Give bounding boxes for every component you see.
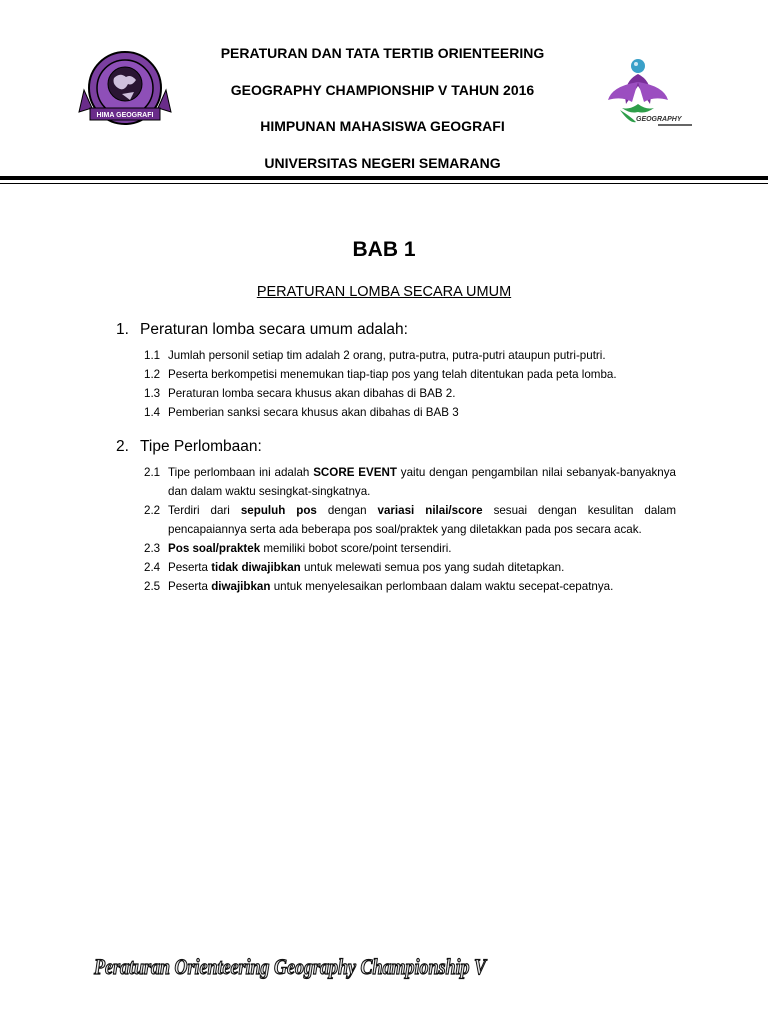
section-heading bbox=[116, 320, 676, 346]
section-number: 2. bbox=[116, 438, 129, 455]
hima-geografi-logo bbox=[78, 50, 172, 130]
item-number: 1.1 bbox=[144, 349, 161, 362]
item-text bbox=[168, 558, 676, 577]
item-number: 2.4 bbox=[144, 561, 161, 574]
item-text: Peraturan lomba secara khusus akan dibahas di BAB 2. bbox=[168, 387, 456, 400]
header-line-1: PERATURAN DAN TATA TERTIB ORIENTEERING bbox=[220, 45, 545, 61]
item-text-part: memiliki bobot score/point tersendiri. bbox=[260, 542, 452, 555]
item-text-part: Peserta bbox=[168, 580, 212, 593]
left-logo-text: HIMA GEOGRAFI bbox=[96, 112, 154, 119]
list-item bbox=[144, 577, 676, 596]
item-text-part: Tipe perlombaan ini adalah bbox=[168, 466, 314, 479]
section-heading-text: Peraturan lomba secara umum adalah: bbox=[140, 321, 408, 338]
item-number: 2.5 bbox=[144, 580, 161, 593]
list-item bbox=[144, 365, 676, 384]
list-item bbox=[144, 463, 676, 501]
item-number: 1.3 bbox=[144, 387, 161, 400]
section-heading-text: Tipe Perlombaan: bbox=[140, 438, 262, 455]
right-logo-text: GEOGRAPHY bbox=[636, 116, 682, 123]
item-text-bold: SCORE EVENT bbox=[313, 466, 397, 479]
document-header bbox=[0, 0, 768, 185]
chapter-title: BAB 1 bbox=[352, 238, 416, 261]
item-text: Jumlah personil setiap tim adalah 2 orang, putra-putra, putra-putri ataupun putri-putri. bbox=[168, 349, 606, 362]
list-item bbox=[144, 501, 676, 539]
header-line-2: GEOGRAPHY CHAMPIONSHIP V TAHUN 2016 bbox=[230, 81, 535, 98]
item-number: 1.4 bbox=[144, 406, 161, 419]
item-number: 2.3 bbox=[144, 542, 161, 555]
chapter-subtitle-text: PERATURAN LOMBA SECARA UMUM bbox=[256, 284, 512, 300]
item-text-part: untuk menyelesaikan perlombaan dalam waktu secepat-cepatnya. bbox=[270, 580, 614, 593]
section-1 bbox=[116, 320, 676, 422]
item-text bbox=[168, 501, 676, 539]
list-item bbox=[144, 539, 676, 558]
item-text-part: Peserta bbox=[168, 561, 212, 574]
list-item bbox=[144, 346, 676, 365]
item-text bbox=[168, 577, 676, 596]
item-text-bold: Pos soal/praktek bbox=[168, 542, 261, 555]
item-number: 2.2 bbox=[144, 504, 161, 517]
item-text bbox=[168, 463, 676, 501]
item-text-part: untuk melewati semua pos yang sudah ditetapkan. bbox=[300, 561, 565, 574]
list-item bbox=[144, 384, 676, 403]
header-title-block bbox=[190, 40, 575, 186]
geography-championship-logo bbox=[600, 52, 708, 134]
item-text-bold: diwajibkan bbox=[211, 580, 271, 593]
footer bbox=[92, 946, 592, 986]
item-text-part: dengan bbox=[316, 504, 378, 517]
header-line-4: UNIVERSITAS NEGERI SEMARANG bbox=[264, 154, 501, 171]
section-number: 1. bbox=[116, 321, 129, 338]
item-text-bold: sepuluh pos bbox=[240, 504, 317, 517]
item-text-part: sesuai dengan kesulitan dalam pencapaiannya serta ada beberapa pos soal/praktek yang diletakkan pada pos secara acak. bbox=[168, 504, 677, 536]
item-text bbox=[168, 539, 676, 558]
item-text-part: yaitu dengan pengambilan nilai sebanyak-banyaknya dan dalam waktu sesingkat-singkatnya. bbox=[168, 466, 676, 498]
item-text-bold: tidak diwajibkan bbox=[211, 561, 301, 574]
header-line-3: HIMPUNAN MAHASISWA GEOGRAFI bbox=[260, 118, 505, 134]
item-text: Pemberian sanksi secara khusus akan dibahas di BAB 3 bbox=[168, 406, 459, 419]
section-heading bbox=[116, 437, 676, 463]
header-rule-thin bbox=[0, 183, 768, 184]
chapter-subtitle bbox=[0, 284, 768, 300]
item-text: Peserta berkompetisi menemukan tiap-tiap pos yang telah ditentukan pada peta lomba. bbox=[168, 368, 617, 381]
item-text-bold: variasi nilai/score bbox=[377, 504, 483, 517]
list-item bbox=[144, 403, 676, 422]
list-item bbox=[144, 558, 676, 577]
item-number: 1.2 bbox=[144, 368, 161, 381]
item-text-part: Terdiri dari bbox=[168, 504, 241, 517]
section-2 bbox=[116, 437, 676, 596]
header-rule-thick bbox=[0, 176, 768, 180]
item-number: 2.1 bbox=[144, 466, 161, 479]
footer-text: Peraturan Orienteering Geography Championship V bbox=[93, 954, 488, 979]
